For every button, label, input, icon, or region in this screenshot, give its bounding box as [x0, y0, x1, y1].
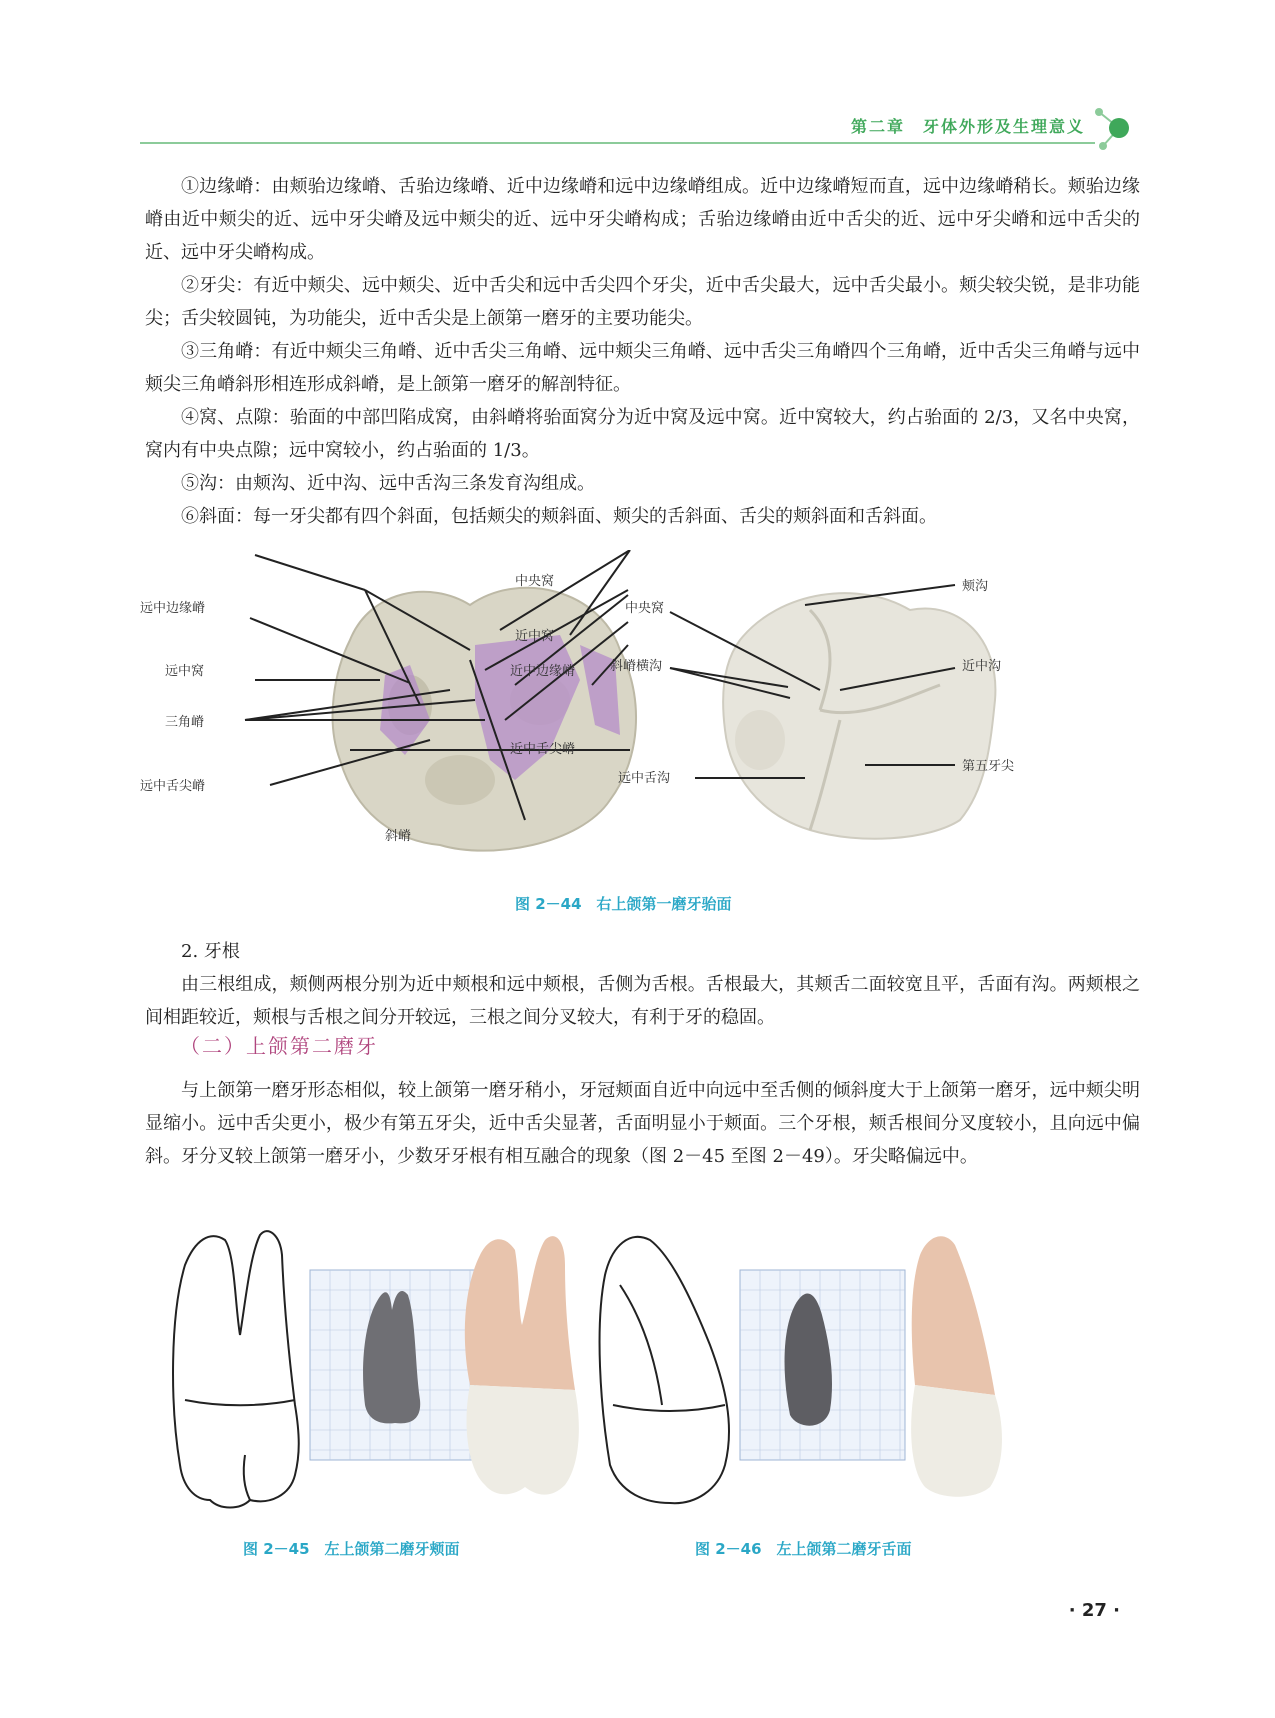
paragraph-cusps: ②牙尖：有近中颊尖、远中颊尖、近中舌尖和远中舌尖四个牙尖，近中舌尖最大，远中舌尖最小。颊尖较尖锐，是非功能尖；舌尖较圆钝，为功能尖，近中舌尖是上颌第一磨牙的主要功能尖。	[145, 275, 1140, 329]
header-rule	[140, 142, 1095, 144]
lingual-grid-photo	[740, 1270, 905, 1460]
figure-2-44-svg	[140, 550, 1130, 880]
paragraph-groove: ⑤沟：由颊沟、近中沟、远中舌沟三条发育沟组成。	[181, 473, 595, 494]
label-distal-lingual-groove: 远中舌沟	[618, 771, 671, 786]
label-distal-marginal-ridge: 远中边缘嵴	[140, 601, 206, 616]
second-molar-text-block	[145, 1074, 1140, 1173]
lingual-outline-drawing	[600, 1237, 729, 1503]
label-mesial-groove: 近中沟	[962, 659, 1002, 674]
figures-2-45-2-46	[150, 1225, 1140, 1525]
paragraph-fossa: ④窝、点隙：骀面的中部凹陷成窝，由斜嵴将骀面窝分为近中窝及远中窝。近中窝较大，约占骀面的 2/3，又名中央窝，窝内有中央点隙；远中窝较小，约占骀面的 1/3。	[145, 407, 1140, 461]
figure-2-44	[140, 550, 1130, 880]
label-oblique-ridge-transverse-groove: 斜嵴横沟	[610, 659, 663, 674]
label-triangular-ridge: 三角嵴	[165, 715, 205, 730]
section-heading-second-molar: （二）上颌第二磨牙	[180, 1034, 378, 1058]
root-paragraph: 由三根组成，颊侧两根分别为近中颊根和远中颊根，舌侧为舌根。舌根最大，其颊舌二面较宽且平，舌面有沟。两颊根之间相距较近，颊根与舌根之间分开较远，三根之间分叉较大，有利于牙的稳固。	[145, 974, 1140, 1028]
label-fifth-cusp: 第五牙尖	[962, 759, 1015, 774]
label-mesial-lingual-cusp-ridge: 近中舌尖嵴	[510, 742, 576, 757]
figures-2-45-2-46-svg	[150, 1225, 1140, 1525]
paragraph-incline: ⑥斜面：每一牙尖都有四个斜面，包括颊尖的颊斜面、颊尖的舌斜面、舌尖的颊斜面和舌斜面。	[181, 506, 937, 527]
label-mesial-marginal-ridge: 近中边缘嵴	[510, 664, 576, 679]
paragraph-marginal-ridge: ①边缘嵴：由颊骀边缘嵴、舌骀边缘嵴、近中边缘嵴和远中边缘嵴组成。近中边缘嵴短而直，远中边缘嵴稍长。颊骀边缘嵴由近中颊尖的近、远中牙尖嵴及远中颊尖的近、远中牙尖嵴构成；舌骀边缘嵴由近中舌尖的近、远中牙尖嵴和远中舌尖的近、远中牙尖嵴构成。	[145, 176, 1140, 263]
caption-figure-2-46: 图 2－46 左上颌第二磨牙舌面	[695, 1540, 912, 1558]
page-header	[140, 106, 1135, 144]
caption-figure-2-44: 图 2－44 右上颌第一磨牙骀面	[515, 895, 732, 913]
label-distal-lingual-cusp-ridge: 远中舌尖嵴	[140, 779, 206, 794]
buccal-outline-drawing	[173, 1231, 299, 1507]
buccal-grid-photo	[310, 1270, 475, 1460]
chapter-title: 第二章 牙体外形及生理意义	[850, 117, 1085, 136]
label-distal-fossa: 远中窝	[165, 664, 205, 679]
label-mesial-fossa: 近中窝	[515, 629, 555, 644]
intro-text-block	[145, 170, 1140, 533]
caption-figure-2-45: 图 2－45 左上颌第二磨牙颊面	[243, 1540, 460, 1558]
label-right-central-fossa: 中央窝	[625, 601, 665, 616]
root-section	[145, 935, 1140, 1034]
label-oblique-ridge: 斜嵴	[385, 829, 412, 844]
page-number: · 27 ·	[1068, 1600, 1120, 1621]
label-buccal-groove: 颊沟	[962, 579, 989, 594]
buccal-colored-tooth	[465, 1236, 579, 1494]
paragraph-triangular-ridge: ③三角嵴：有近中颊尖三角嵴、近中舌尖三角嵴、远中颊尖三角嵴、远中舌尖三角嵴四个三角嵴，近中舌尖三角嵴与远中颊尖三角嵴斜形相连形成斜嵴，是上颌第一磨牙的解剖特征。	[145, 341, 1140, 395]
molecule-icon	[1089, 106, 1135, 152]
second-molar-paragraph: 与上颌第一磨牙形态相似，较上颌第一磨牙稍小，牙冠颊面自近中向远中至舌侧的倾斜度大于上颌第一磨牙，远中颊尖明显缩小。远中舌尖更小，极少有第五牙尖，近中舌尖显著，舌面明显小于颊面。三个牙根，颊舌根间分叉度较小，且向远中偏斜。牙分叉较上颌第一磨牙小，少数牙牙根有相互融合的现象（图 2－45 至图 2－49）。牙尖略偏远中。	[145, 1080, 1140, 1167]
root-heading: 2. 牙根	[181, 941, 240, 962]
label-central-fossa: 中央窝	[515, 574, 555, 589]
right-tooth-illustration	[723, 593, 995, 839]
lingual-colored-tooth	[911, 1236, 1002, 1496]
